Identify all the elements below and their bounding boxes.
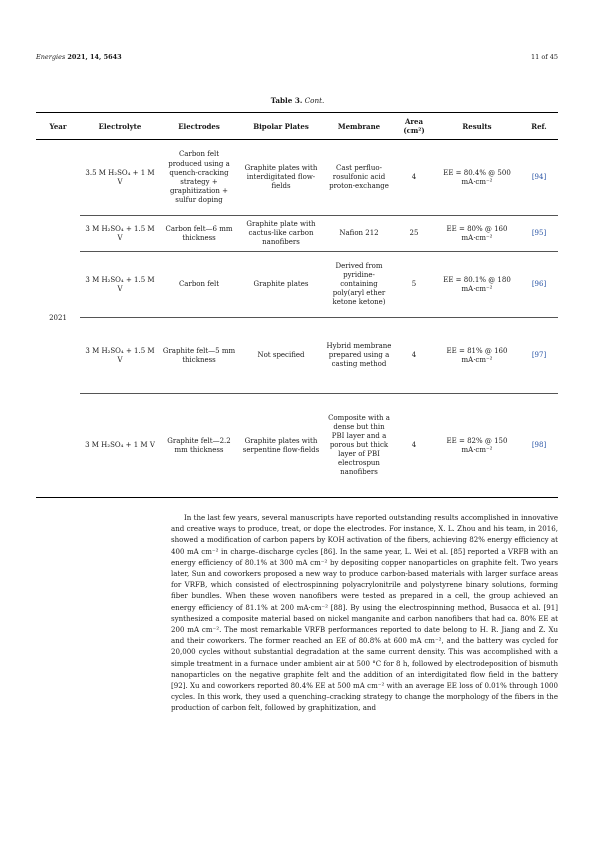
results-cell: EE = 80% @ 160 mA·cm⁻² xyxy=(434,216,520,252)
table-row xyxy=(36,140,558,216)
membrane-cell: Composite with a dense but thin PBI layer and a porous but thick layer of PBI electrospun nanofibers xyxy=(324,394,394,498)
col-header-electrolyte: Electrolyte xyxy=(80,113,160,140)
table-row xyxy=(36,318,558,394)
table-container xyxy=(36,112,558,498)
citation: 2021, 14, 5643 xyxy=(67,53,122,61)
electrodes-cell: Graphite felt—2.2 mm thickness xyxy=(160,394,238,498)
col-header-membrane: Membrane xyxy=(324,113,394,140)
membrane-cell: Nafion 212 xyxy=(324,216,394,252)
electrodes-cell: Graphite felt—5 mm thickness xyxy=(160,318,238,394)
electrodes-cell: Carbon felt—6 mm thickness xyxy=(160,216,238,252)
results-cell: EE = 82% @ 150 mA·cm⁻² xyxy=(434,394,520,498)
table-header-row xyxy=(36,113,558,140)
table-label: Table 3. xyxy=(270,96,303,105)
results-cell: EE = 81% @ 160 mA·cm⁻² xyxy=(434,318,520,394)
ref-link[interactable]: [96] xyxy=(520,252,558,318)
col-header-results: Results xyxy=(434,113,520,140)
bipolar-plates-cell: Graphite plates xyxy=(238,252,324,318)
electrodes-cell: Carbon felt xyxy=(160,252,238,318)
col-header-bipolar-plates: Bipolar Plates xyxy=(238,113,324,140)
electrolyte-cell: 3 M H₂SO₄ + 1 M V xyxy=(80,394,160,498)
membrane-cell: Derived from pyridine-containing poly(aryl ether ketone ketone) xyxy=(324,252,394,318)
area-cell: 5 xyxy=(394,252,434,318)
area-cell: 4 xyxy=(394,318,434,394)
results-cell: EE = 80.4% @ 500 mA·cm⁻² xyxy=(443,168,511,186)
col-header-ref: Ref. xyxy=(520,113,558,140)
electrolyte-cell: 3.5 M H₂SO₄ + 1 M V xyxy=(85,168,155,186)
body-paragraph: In the last few years, several manuscripts have reported outstanding results accomplished in innovative and creative ways to produce, treat, or dope the electrodes. For instance, X. L. Zhou and his team, in 2016, showed a modification of carbon papers by KOH activation of the fibers, achieving 82% energy efficiency at 400 mA cm⁻² in charge–discharge cycles [86]. In the same year, L. Wei et al. [85] reported a VRFB with an energy efficiency of 80.1% at 300 mA cm⁻² by depositing copper nanoparticles on graphite felt. Two years later, Sun and coworkers proposed a new way to produce carbon-based materials with larger surface areas for VRFB, which consisted of electrospinning polyacrylonitrile and polystyrene binary solutions, forming fiber bundles. When these woven nanofibers were tested as prepared in a cell, the group achieved an energy efficiency of 81.1% at 200 mA·cm⁻² [88]. By using the electrospinning method, Busacca et al. [91] synthesized a composite material based on nickel manganite and carbon nanofibers that had ca. 80% EE at 200 mA cm⁻². The most remarkable VRFB performances reported to date belong to H. R. Jiang and Z. Xu and their coworkers. The former reached an EE of 80.8% at 600 mA cm⁻², and the battery was cycled for 20,000 cycles without substantial degradation at the same current density. This was accomplished with a simple treatment in a furnace under ambient air at 500 °C for 8 h, followed by electrodeposition of bismuth nanoparticles on the negative graphite felt and the addition of an interdigitated flow field in the battery [92]. Xu and coworkers reported 80.4% EE at 500 mA cm⁻² with an average EE loss of 0.01% through 1000 cycles. In this work, they used a quenching–cracking strategy to change the morphology of the fibers in the production of carbon felt, followed by graphitization, and xyxy=(171,513,558,713)
page-number: 11 of 45 xyxy=(531,53,558,61)
body-text xyxy=(171,512,558,714)
electrolyte-cell: 3 M H₂SO₄ + 1.5 M V xyxy=(80,252,160,318)
area-cell: 25 xyxy=(394,216,434,252)
ref-link[interactable]: [97] xyxy=(520,318,558,394)
col-header-area: Area (cm²) xyxy=(394,113,434,140)
membrane-cell: Cast perfluo-rosulfonic acid proton-exchange xyxy=(329,164,389,191)
bipolar-plates-cell: Graphite plates with serpentine flow-fields xyxy=(238,394,324,498)
electrolyte-cell: 3 M H₂SO₄ + 1.5 M V xyxy=(80,216,160,252)
col-header-year: Year xyxy=(36,113,80,140)
table-row xyxy=(36,216,558,252)
area-cell: 4 xyxy=(394,394,434,498)
ref-link[interactable]: [94] xyxy=(531,173,547,182)
membrane-cell: Hybrid membrane prepared using a casting method xyxy=(324,318,394,394)
col-header-electrodes: Electrodes xyxy=(160,113,238,140)
year-cell: 2021 xyxy=(36,140,80,498)
area-cell: 4 xyxy=(411,173,417,182)
bipolar-plates-cell: Not specified xyxy=(238,318,324,394)
table-row xyxy=(36,252,558,318)
ref-link[interactable]: [95] xyxy=(520,216,558,252)
table-caption xyxy=(0,96,595,105)
electrolyte-cell: 3 M H₂SO₄ + 1.5 M V xyxy=(80,318,160,394)
bipolar-plates-cell: Graphite plate with cactus-like carbon nanofibers xyxy=(238,216,324,252)
journal-name: Energies xyxy=(36,53,66,61)
table-row xyxy=(36,394,558,498)
results-cell: EE = 80.1% @ 180 mA·cm⁻² xyxy=(434,252,520,318)
table-cont: Cont. xyxy=(304,96,325,105)
bipolar-plates-cell: Graphite plates with interdigitated flow-fields xyxy=(244,164,318,191)
data-table xyxy=(36,112,558,498)
running-header-citation xyxy=(36,53,122,61)
ref-link[interactable]: [98] xyxy=(520,394,558,498)
electrodes-cell: Carbon felt produced using a quench-cracking strategy + graphitization + sulfur doping xyxy=(168,150,230,204)
